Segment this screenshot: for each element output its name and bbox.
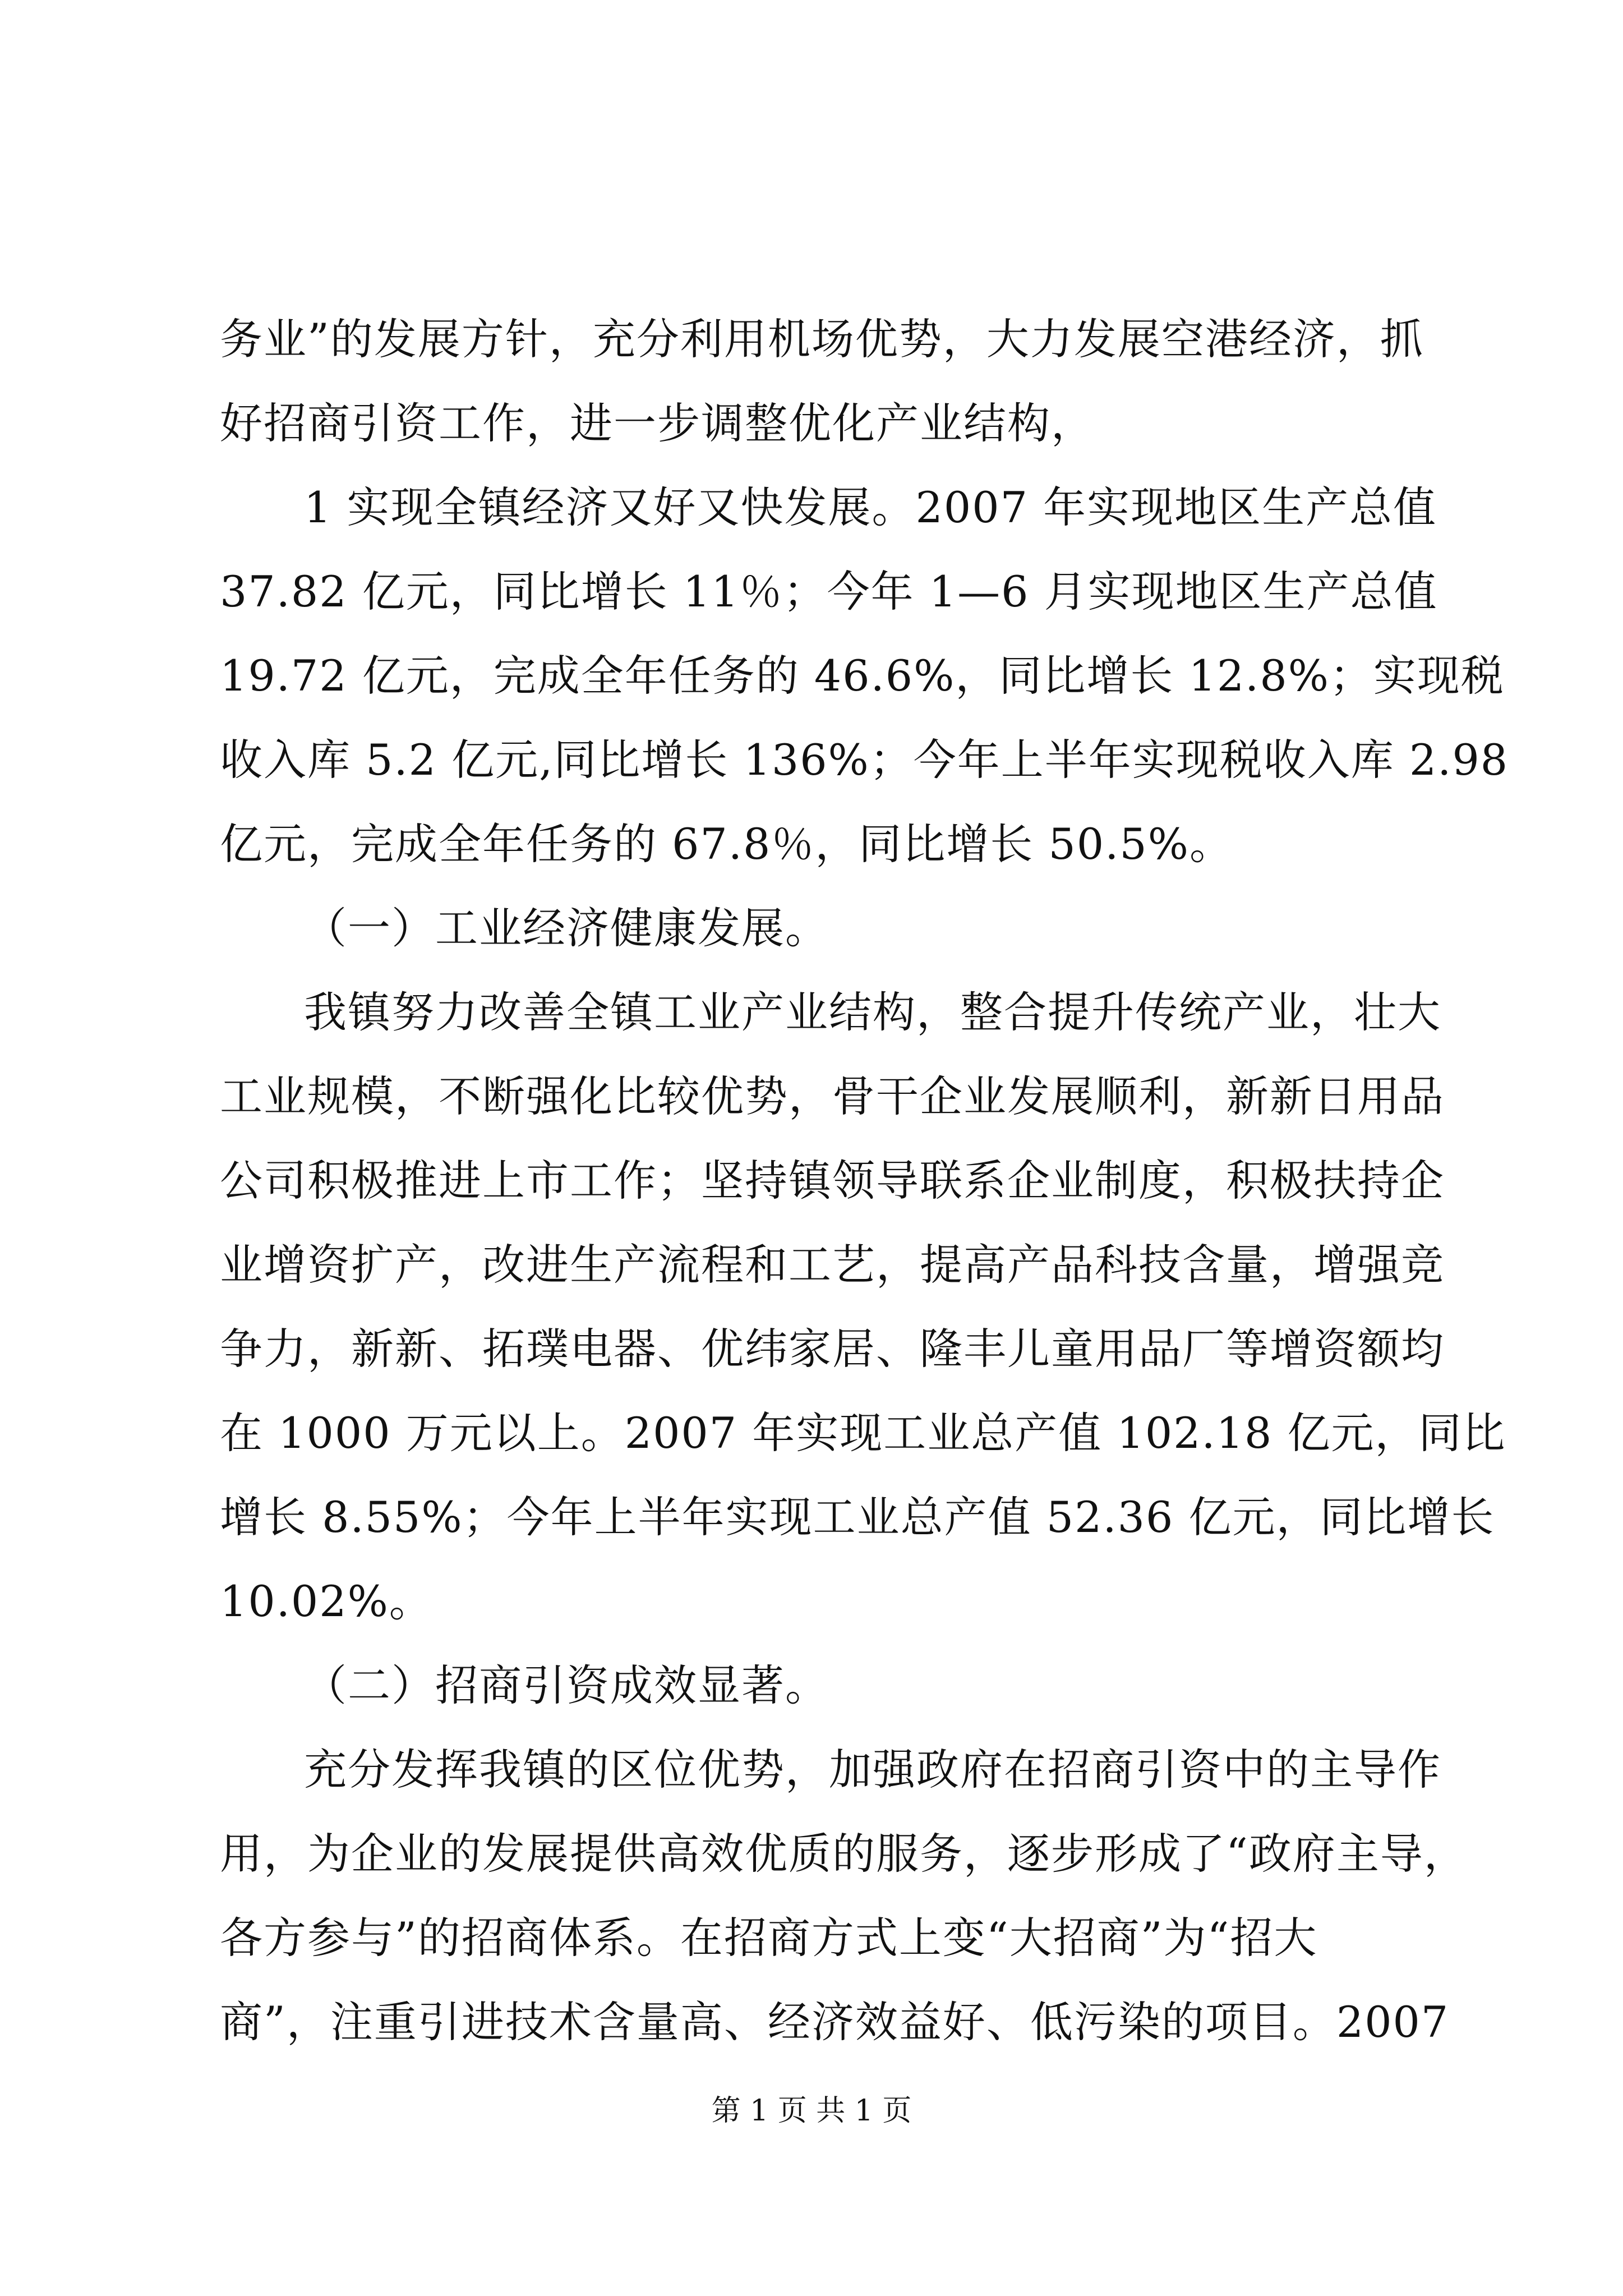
paragraph-start-line: 1 实现全镇经济又好又快发展。2007 年实现地区生产总值: [304, 482, 1437, 532]
text-line: 务业”的发展方针，充分利用机场优势，大力发展空港经济，抓: [220, 314, 1424, 364]
text-line: 10.02%。: [220, 1576, 433, 1626]
text-line: 工业规模，不断强化比较优势，骨干企业发展顺利，新新日用品: [220, 1071, 1445, 1121]
text-line: 好招商引资工作，进一步调整优化产业结构，: [220, 398, 1095, 448]
section-heading: （二）招商引资成效显著。: [304, 1660, 829, 1710]
text-line: 37.82 亿元，同比增长 11％；今年 1—6 月实现地区生产总值: [220, 567, 1438, 616]
text-line: 19.72 亿元，完成全年任务的 46.6%，同比增长 12.8%；实现税: [220, 651, 1505, 701]
text-line: 公司积极推进上市工作；坚持镇领导联系企业制度，积极扶持企: [220, 1156, 1445, 1205]
text-line: 亿元，完成全年任务的 67.8％，同比增长 50.5%。: [220, 819, 1233, 869]
text-line: 用，为企业的发展提供高效优质的服务，逐步形成了“政府主导，: [220, 1829, 1468, 1879]
text-line: 商”，注重引进技术含量高、经济效益好、低污染的项目。2007: [220, 1997, 1450, 2047]
text-line: 业增资扩产，改进生产流程和工艺，提高产品科技含量，增强竞: [220, 1240, 1445, 1290]
text-line: 争力，新新、拓璞电器、优纬家居、隆丰儿童用品厂等增资额均: [220, 1324, 1445, 1374]
text-line: 收入库 5.2 亿元,同比增长 136%；今年上半年实现税收入库 2.98: [220, 735, 1509, 785]
text-line: 各方参与”的招商体系。在招商方式上变“大招商”为“招大: [220, 1913, 1318, 1963]
text-line: 在 1000 万元以上。2007 年实现工业总产值 102.18 亿元，同比: [220, 1408, 1506, 1458]
page-footer: 第 1 页 共 1 页: [711, 2094, 912, 2128]
paragraph-start-line: 充分发挥我镇的区位优势，加强政府在招商引资中的主导作: [304, 1745, 1441, 1795]
paragraph-start-line: 我镇努力改善全镇工业产业结构，整合提升传统产业，壮大: [304, 987, 1441, 1037]
section-heading: （一）工业经济健康发展。: [304, 903, 829, 953]
text-line: 增长 8.55%；今年上半年实现工业总产值 52.36 亿元，同比增长: [220, 1492, 1495, 1542]
